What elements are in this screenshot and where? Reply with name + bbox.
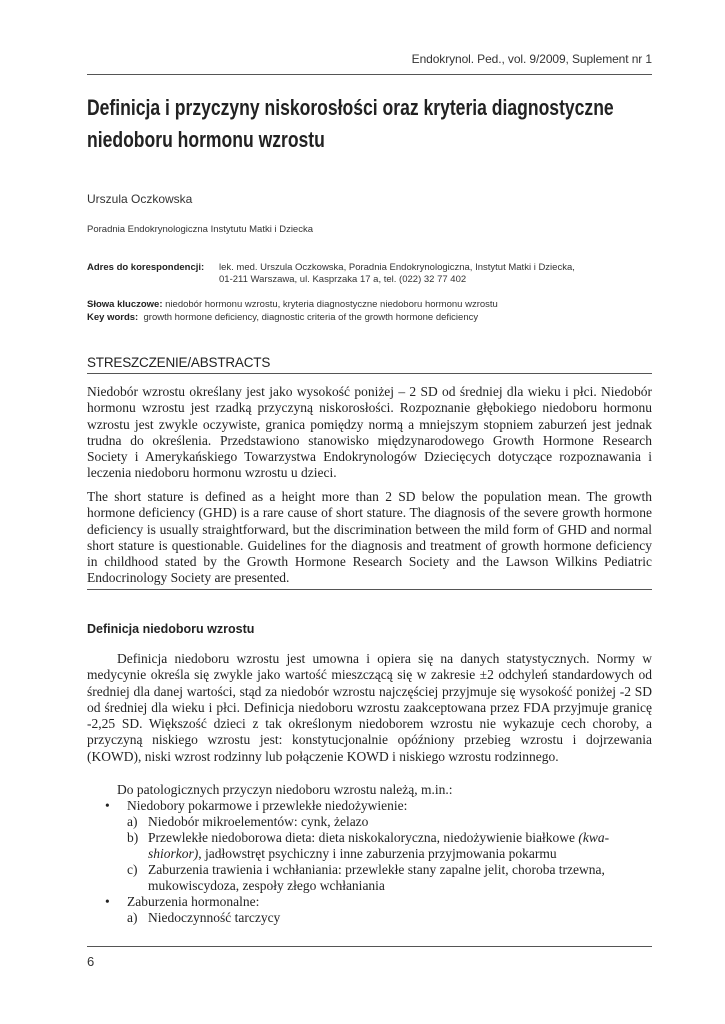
diet-text-2: , jadłowstręt psychiczny i inne zaburzenia przyjmowania pokarmu <box>198 846 557 861</box>
header-rule <box>87 74 652 75</box>
list-item-digestion-continued: mukowiscydoza, zespoły złego wchłaniania <box>148 878 385 893</box>
abstracts-bottom-rule <box>87 589 652 590</box>
list-item-digestion: Zaburzenia trawienia i wchłaniania: przewlekłe stany zapalne jelit, choroba trzewna, <box>148 862 605 877</box>
bullet-marker-2: • <box>105 894 110 909</box>
running-head: Endokrynol. Ped., vol. 9/2009, Suplement nr 1 <box>411 52 652 66</box>
list-item-hormonal: Zaburzenia hormonalne: <box>127 894 260 909</box>
body-paragraph-2: Do patologicznych przyczyn niedoboru wzrostu należą, m.in.: <box>117 782 453 797</box>
footer-rule <box>87 946 652 947</box>
article-title <box>87 92 649 156</box>
correspondence-address <box>219 262 639 286</box>
title-line-2: niedoboru hormonu wzrostu <box>87 127 325 152</box>
list-item-diet-continued <box>148 846 557 862</box>
keywords-polish-label: Słowa kluczowe: <box>87 299 163 310</box>
abstracts-top-rule <box>87 373 652 374</box>
abstract-polish: Niedobór wzrostu określany jest jako wysokość poniżej – 2 SD od średniej dla wieku i płci. Niedobór hormonu wzrostu jest rzadką przyczyną niskorosłości. Rozpoznanie głębokiego niedoboru hormonu wzrostu jest zwykle oczywiste, granica pomiędzy normą a mniejszym stopniem zaburzeń jest jednak trudna do określenia. Przedstawiono stanowisko międzynarodowego Growth Hormone Research Society i Amerykańskiego Towarzystwa Endokrynologów Dziecięcych dotyczące rozpoznawania i leczenia niedoboru hormonu wzrostu u dzieci. <box>87 384 652 481</box>
sublist-marker-c: c) <box>127 862 138 877</box>
keywords-polish-text: niedobór hormonu wzrostu, kryteria diagnostyczne niedoboru hormonu wzrostu <box>162 299 498 310</box>
author: Urszula Oczkowska <box>87 192 193 206</box>
page-number: 6 <box>87 954 95 969</box>
list-item-nutrition: Niedobory pokarmowe i przewlekłe niedożywienie: <box>127 798 408 813</box>
list-item-diet <box>148 830 652 846</box>
affiliation: Poradnia Endokrynologiczna Instytutu Matki i Dziecka <box>87 224 314 235</box>
keywords-english-label: Key words: <box>87 312 139 323</box>
keywords-english-text: growth hormone deficiency, diagnostic criteria of the growth hormone deficiency <box>138 312 479 323</box>
diet-text-1: Przewlekłe niedoborowa dieta: dieta niskokaloryczna, niedożywienie białkowe <box>148 830 579 845</box>
diet-italic-2: shiorkor) <box>148 846 199 861</box>
sublist-marker-a: a) <box>127 814 138 829</box>
list-item-micronutrients: Niedobór mikroelementów: cynk, żelazo <box>148 814 369 829</box>
correspondence-label: Adres do korespondencji: <box>87 262 205 273</box>
body-paragraph-1: Definicja niedoboru wzrostu jest umowna i opiera się na danych statystycznych. Normy w medycynie określa się zwykle jako wartość mieszczącą się w zakresie ±2 odchyleń standardowych od średniej dla danej wartości, stąd za niedobór wzrostu najczęściej przyjmuje się wysokość poniżej -2 SD od średniej dla wieku i płci. Definicja niedoboru wzrostu zaakceptowana przez FDA przyjmuje granicę -2,25 SD. Większość dzieci z tak określonym niedoborem wzrostu nie wykazuje cech choroby, a przyczyną niskiego wzrostu jest: konstytucjonalnie opóźniony przebieg wzrostu i dojrzewania (KOWD), niski wzrost rodzinny lub połączenie KOWD i niskiego wzrostu rodzinnego. <box>87 651 652 764</box>
bullet-marker-1: • <box>105 798 110 813</box>
diet-italic-1: (kwa- <box>578 830 610 845</box>
sublist-marker-a-2: a) <box>127 910 138 925</box>
abstracts-heading: STRESZCZENIE/ABSTRACTS <box>87 355 271 370</box>
keywords-english <box>87 312 478 323</box>
section-heading: Definicja niedoboru wzrostu <box>87 622 255 636</box>
correspondence-line-1: lek. med. Urszula Oczkowska, Poradnia Endokrynologiczna, Instytut Matki i Dziecka, <box>219 262 575 273</box>
correspondence-line-2: 01-211 Warszawa, ul. Kasprzaka 17 a, tel. (022) 32 77 402 <box>219 274 467 285</box>
list-item-hypothyroidism: Niedoczynność tarczycy <box>148 910 281 925</box>
abstract-english: The short stature is defined as a height more than 2 SD below the population mean. The growth hormone deficiency (GHD) is a rare cause of short stature. The diagnosis of the severe growth hormone deficiency is usually straightforward, but the discrimination between the mild form of GHD and normal short stature is questionable. Guidelines for the diagnosis and treatment of growth hormone deficiency in childhood stated by the Growth Hormone Research Society and the Lawson Wilkins Pediatric Endocrinology Society are presented. <box>87 489 652 586</box>
sublist-marker-b: b) <box>127 830 139 845</box>
keywords-polish <box>87 299 498 310</box>
title-line-1: Definicja i przyczyny niskorosłości oraz kryteria diagnostyczne <box>87 95 614 120</box>
